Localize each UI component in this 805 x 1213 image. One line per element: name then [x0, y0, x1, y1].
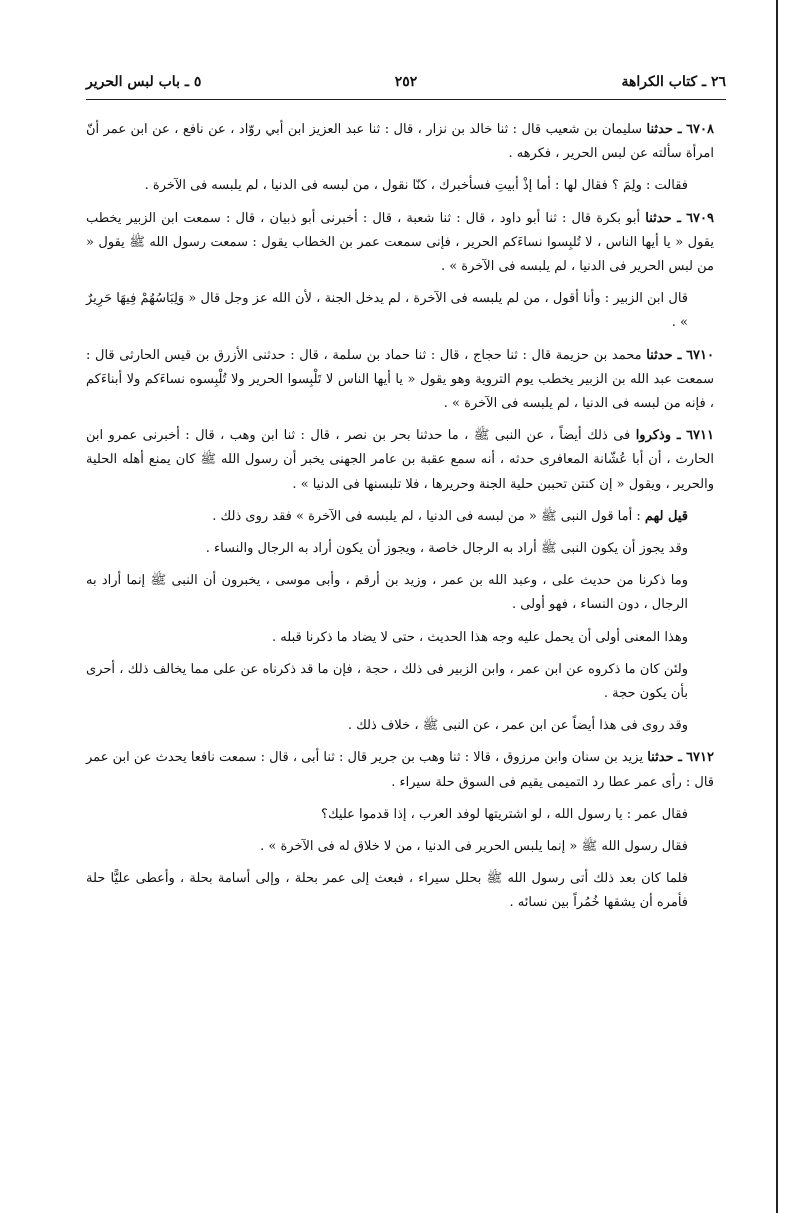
- hadith-number: ٦٧٠٨: [686, 122, 715, 137]
- commentary-paragraph: [86, 803, 714, 827]
- commentary-paragraph: [86, 174, 714, 198]
- hadith-text: أبو بكرة قال : ثنا أبو داود ، قال : ثنا شعبة ، قال : أخبرنى أبو ذبيان ، قال : سمعت ابن الزبير يخطب يقول « يا أيها الناس ، لا تُلبِسوا نساءَكم الحرير ، فإنى سمعت عمر بن الخطاب يقول : سمعت رسول الله ﷺ يقول « من لبس الحرير فى الدنيا ، لم يلبسه فى الآخرة » .: [86, 210, 714, 275]
- hadith-keyword: ـ حدثنا: [645, 210, 681, 226]
- hadith-number: ٦٧١١: [686, 428, 714, 444]
- hadith-number: ٦٧٠٩: [686, 210, 714, 226]
- hadith-text: فى ذلك أيضاً ، عن النبى ﷺ ، ما حدثنا بحر بن نصر ، قال : ثنا ابن وهب ، قال : أخبرنى عمرو ابن الحارث ، أن أبا عُشّانة المعافرى حدثه ، أنه سمع عقبة بن عامر الجهنى يخبر أن رسول الله ﷺ كان يمنع أهله الحلية والحرير ، ويقول « إن كنتن تحببن حلية الجنة وحريرها ، فلا تلبسنها فى الدنيا » .: [86, 428, 714, 492]
- commentary-paragraph: [86, 835, 714, 859]
- body-text: [86, 118, 714, 924]
- hadith-number: ٦٧١٠: [686, 347, 714, 363]
- commentary-text: ولئن كان ما ذكروه عن ابن عمر ، وابن الزبير فى ذلك ، حجة ، فإن ما قد ذكرناه عن على مما يخالف ذلك ، أحرى بأن يكون حجة .: [86, 661, 688, 702]
- commentary-paragraph: [86, 569, 714, 617]
- commentary-paragraph: [86, 505, 714, 529]
- commentary-keyword: قيل لهم: [644, 508, 688, 524]
- hadith-paragraph: [86, 344, 714, 417]
- page-header: [86, 74, 726, 94]
- hadith-keyword: ـ وذكروا: [635, 428, 681, 444]
- commentary-paragraph: [86, 658, 714, 706]
- commentary-text: فقال رسول الله ﷺ « إنما يلبس الحرير فى الدنيا ، من لا خلاق له فى الآخرة » .: [260, 839, 688, 855]
- hadith-text: يزيد بن سنان وابن مرزوق ، قالا : ثنا وهب بن جرير قال : ثنا أبى ، قال : سمعت نافعا يحدث عن ابن عمر قال : رأى عمر عطا رد التميمى يقيم فى السوق حلة سيراء .: [86, 750, 714, 790]
- chapter-title: ٢٦ ـ كتاب الكراهة: [621, 74, 726, 90]
- hadith-paragraph: [86, 746, 714, 794]
- commentary-paragraph: [86, 714, 714, 738]
- page-number: ٢٥٢: [394, 74, 418, 90]
- commentary-paragraph: [86, 626, 714, 650]
- section-title: ٥ ـ باب لبس الحرير: [86, 74, 202, 90]
- commentary-text: وما ذكرنا من حديث على ، وعبد الله بن عمر ، وزيد بن أرقم ، وأبى موسى ، يخبرون أن النبى ﷺ إنما أراد به الرجال ، دون النساء ، فهو أولى .: [86, 573, 688, 613]
- commentary-text: وقد يجوز أن يكون النبى ﷺ أراد به الرجال خاصة ، ويجوز أن يكون أراد به الرجال والنساء .: [205, 541, 688, 557]
- commentary-paragraph: [86, 867, 714, 915]
- hadith-paragraph: [86, 424, 714, 497]
- hadith-paragraph: [86, 118, 714, 166]
- hadith-text: سليمان بن شعيب قال : ثنا خالد بن نزار ، قال : ثنا عبد العزيز ابن أبي روّاد ، عن نافع ، عن ابن عمر أنّ امرأة سألته عن لبس الحرير ، فكرهه .: [86, 122, 714, 162]
- commentary-text: فقال عمر : يا رسول الله ، لو اشتريتها لوفد العرب ، إذا قدموا عليك؟: [321, 806, 688, 822]
- hadith-keyword: ـ حدثنا: [646, 122, 682, 137]
- page-edge-line: [776, 0, 778, 1213]
- commentary-paragraph: [86, 537, 714, 561]
- header-divider: [86, 99, 726, 100]
- hadith-keyword: ـ حدثنا: [647, 750, 682, 766]
- hadith-keyword: ـ حدثنا: [646, 347, 682, 363]
- hadith-number: ٦٧١٢: [686, 750, 714, 766]
- commentary-text: : أما قول النبى ﷺ « من لبسه فى الدنيا ، لم يلبسه فى الآخرة » فقد روى ذلك .: [212, 508, 641, 524]
- commentary-text: فلما كان بعد ذلك أتى رسول الله ﷺ بحلل سيراء ، فبعث إلى عمر بحلة ، وإلى أسامة بحلة ، وأعطى عليًّا حلة فأمره أن يشقها خُمُراً بين نسائه .: [86, 871, 688, 911]
- commentary-paragraph: [86, 287, 714, 335]
- commentary-text: وهذا المعنى أولى أن يحمل عليه وجه هذا الحديث ، حتى لا يضاد ما ذكرنا قبله .: [272, 629, 688, 645]
- hadith-paragraph: [86, 207, 714, 280]
- commentary-text: فقالت : ولِمَ ؟ فقال لها : أما إذْ أبيتِ فسأخبرك ، كنّا نقول ، من لبسه فى الدنيا ، لم يلبسه فى الآخرة .: [144, 178, 688, 194]
- hadith-text: محمد بن حزيمة قال : ثنا حجاج ، قال : ثنا حماد بن سلمة ، قال : حدثنى الأزرق بن قيس الحارثى قال : سمعت عبد الله بن الزبير يخطب يوم التروية وهو يقول « يا أيها الناس لا تَلْبِسوا الحرير ولا تُلْبِسوه نساءَكم ولا أبناءَكم ، فإنه من لبسه فى الدنيا ، لم يلبسه فى الآخرة » .: [86, 347, 714, 412]
- commentary-text: وقد روى فى هذا أيضاً عن ابن عمر ، عن النبى ﷺ ، خلاف ذلك .: [347, 718, 688, 734]
- commentary-text: قال ابن الزبير : وأنا أقول ، من لم يلبسه فى الآخرة ، لم يدخل الجنة ، لأن الله عز وجل قال « وَلِبَاسُهُمْ فِيهَا حَرِيرٌ » .: [86, 291, 688, 331]
